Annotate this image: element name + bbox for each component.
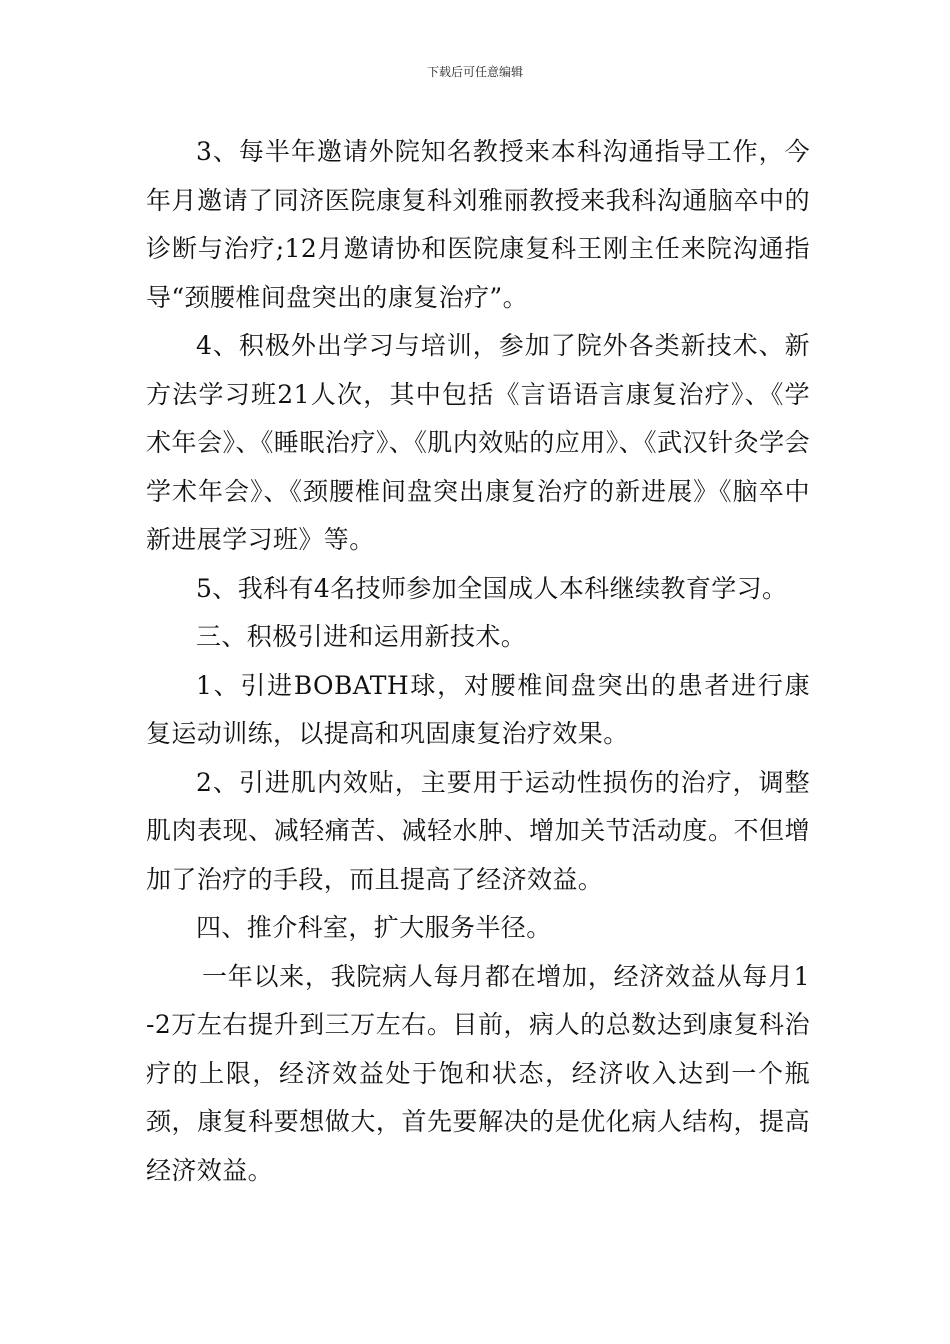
paragraph-bobath-ball: 1、引进BOBATH球，对腰椎间盘突出的患者进行康复运动训练，以提高和巩固康复治疗效果。 xyxy=(146,670,810,748)
section-heading-promote-department: 四、推介科室，扩大服务半径。 xyxy=(196,913,552,942)
page-header-note: 下载后可任意编辑 xyxy=(426,65,523,79)
paragraph-external-training: 4、积极外出学习与培训，参加了院外各类新技术、新方法学习班21人次，其中包括《言语语言康复治疗》、《学术年会》、《睡眠治疗》、《肌内效贴的应用》、《武汉针灸学会学术年会》、《颈腰椎间盘突出康复治疗的新进展》《脑卒中新进展学习班》等。 xyxy=(146,331,810,554)
paragraph-invite-professors: 3、每半年邀请外院知名教授来本科沟通指导工作，今年月邀请了同济医院康复科刘雅丽教授来我科沟通脑卒中的诊断与治疗;12月邀请协和医院康复科王刚主任来院沟通指导“颈腰椎间盘突出的康复治疗”。 xyxy=(146,137,810,312)
section-heading-new-technology: 三、积极引进和运用新技术。 xyxy=(196,622,527,651)
paragraph-continuing-education: 5、我科有4名技师参加全国成人本科继续教育学习。 xyxy=(196,573,788,603)
paragraph-kinesio-tape: 2、引进肌内效贴，主要用于运动性损伤的治疗，调整肌肉表现、减轻痛苦、减轻水肿、增加关节活动度。不但增加了治疗的手段，而且提高了经济效益。 xyxy=(146,767,810,894)
paragraph-economic-benefit: 一年以来，我院病人每月都在增加，经济效益从每月1-2万左右提升到三万左右。目前，病人的总数达到康复科治疗的上限，经济效益处于饱和状态，经济收入达到一个瓶颈，康复科要想做大，首先要解决的是优化病人结构，提高经济效益。 xyxy=(146,961,810,1185)
document-body xyxy=(146,128,810,1195)
